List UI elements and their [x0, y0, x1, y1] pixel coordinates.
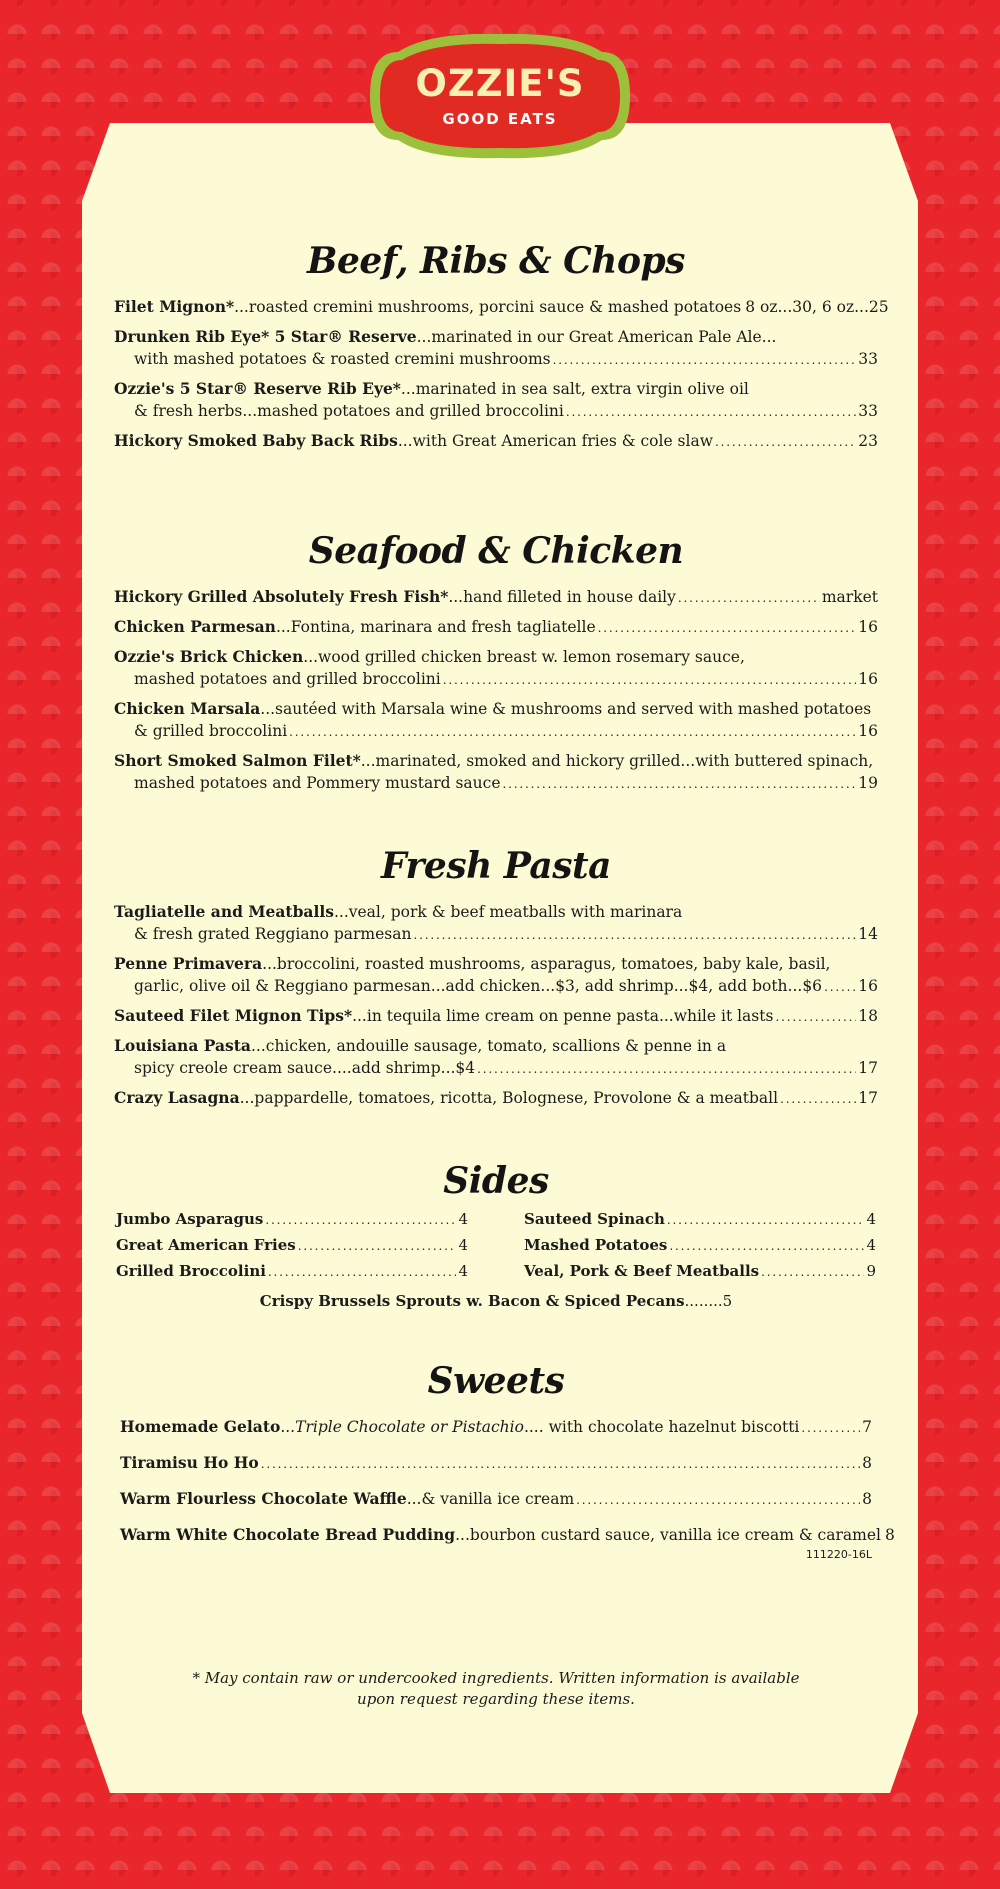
side-price: 5 [722, 1292, 733, 1310]
item-desc-2: & fresh herbs...mashed potatoes and grilled broccolini [134, 402, 564, 420]
item-desc: ...sautéed with Marsala wine & mushrooms and served with mashed potatoes [260, 700, 872, 718]
item-name: Homemade Gelato [120, 1417, 281, 1436]
item-desc-2: garlic, olive oil & Reggiano parmesan...add chicken...$3, add shrimp...$4, add both...$6 [134, 977, 823, 995]
menu-item [114, 616, 878, 639]
section-sweets [114, 1360, 895, 1561]
item-name: Ozzie's Brick Chicken [114, 647, 304, 666]
menu-item [114, 1524, 895, 1547]
logo-tagline: GOOD EATS [442, 110, 558, 128]
item-name: Chicken Parmesan [114, 617, 276, 636]
item-desc: ...marinated in our Great American Pale Ale... [416, 328, 777, 346]
item-price: 33 [858, 350, 878, 368]
side-name: Crispy Brussels Sprouts w. Bacon & Spiced Pecans [259, 1292, 685, 1310]
item-desc-2: spicy creole cream sauce....add shrimp...$4 [134, 1059, 476, 1077]
item-desc: ...marinated, smoked and hickory grilled...with buttered spinach, [360, 752, 874, 770]
item-desc-2: & grilled broccolini [134, 722, 288, 740]
menu-item [114, 1035, 878, 1080]
section-title-seafood: Seafood & Chicken [308, 530, 684, 572]
item-desc: ...bourbon custard sauce, vanilla ice cream & caramel [455, 1526, 881, 1544]
menu-item [114, 698, 878, 743]
item-desc: ...marinated in sea salt, extra virgin olive oil [400, 380, 749, 398]
side-name: Great American Fries [116, 1236, 296, 1254]
menu-item [114, 750, 878, 795]
item-desc: ...pappardelle, tomatoes, ricotta, Bolognese, Provolone & a meatball [239, 1089, 779, 1107]
side-item [524, 1260, 876, 1283]
footnote [114, 1668, 878, 1710]
item-desc-2: mashed potatoes and Pommery mustard sauce [134, 774, 501, 792]
item-desc: ...hand filleted in house daily [448, 588, 676, 606]
item-name: Louisiana Pasta [114, 1036, 251, 1055]
side-name: Grilled Broccolini [116, 1262, 266, 1280]
menu-item [114, 326, 878, 371]
item-name: Short Smoked Salmon Filet* [114, 751, 361, 770]
section-title-pasta: Fresh Pasta [381, 845, 611, 887]
item-price: 33 [858, 402, 878, 420]
menu-item [114, 296, 889, 319]
menu-item [114, 1087, 878, 1110]
ozzies-logo [368, 30, 632, 162]
side-name: Sauteed Spinach [524, 1210, 665, 1228]
menu-item [114, 1488, 878, 1511]
sides-right-column [524, 1208, 876, 1286]
logo-name: OZZIE'S [415, 62, 585, 105]
item-desc: ...veal, pork & beef meatballs with marinara [333, 903, 683, 921]
side-item [116, 1208, 468, 1231]
item-desc-2: with mashed potatoes & roasted cremini mushrooms [134, 350, 551, 368]
item-name: Drunken Rib Eye* 5 Star® Reserve [114, 327, 417, 346]
item-desc: ...roasted cremini mushrooms, porcini sauce & mashed potatoes [234, 298, 742, 316]
side-price: 4 [866, 1210, 876, 1228]
item-price: 8 [884, 1526, 895, 1544]
item-name: Ozzie's 5 Star® Reserve Rib Eye* [114, 379, 401, 398]
item-price: 16 [858, 618, 878, 636]
item-desc: ...chicken, andouille sausage, tomato, scallions & penne in a [250, 1037, 727, 1055]
side-name: Mashed Potatoes [524, 1236, 668, 1254]
item-desc-2: mashed potatoes and grilled broccolini [134, 670, 441, 688]
item-desc: .... with chocolate hazelnut biscotti [523, 1418, 800, 1436]
side-item [524, 1234, 876, 1257]
item-price: 18 [858, 1007, 878, 1025]
item-desc-italic: ...Triple Chocolate or Pistachio [280, 1418, 524, 1436]
menu-item [114, 646, 878, 691]
item-name: Warm White Chocolate Bread Pudding [120, 1525, 456, 1544]
item-desc: ...broccolini, roasted mushrooms, asparagus, tomatoes, baby kale, basil, [262, 955, 831, 973]
section-title-sides: Sides [443, 1160, 549, 1202]
side-price: 4 [458, 1262, 468, 1280]
side-name: Veal, Pork & Beef Meatballs [524, 1262, 760, 1280]
item-name: Crazy Lasagna [114, 1088, 240, 1107]
side-item-featured [114, 1292, 878, 1310]
menu-item [114, 901, 878, 946]
item-name: Hickory Grilled Absolutely Fresh Fish* [114, 587, 449, 606]
item-price: 16 [858, 977, 878, 995]
item-desc: ...Fontina, marinara and fresh tagliatelle [275, 618, 596, 636]
item-name: Warm Flourless Chocolate Waffle [120, 1489, 407, 1508]
menu-item [114, 1416, 878, 1439]
menu-content [114, 240, 895, 1561]
section-seafood [114, 530, 878, 802]
side-price: 9 [866, 1262, 876, 1280]
side-item [116, 1234, 468, 1257]
menu-code: 111220-16L [805, 1548, 872, 1561]
section-pasta [114, 845, 878, 1117]
item-name: Filet Mignon* [114, 297, 235, 316]
item-price: 14 [858, 925, 878, 943]
side-price: 4 [458, 1210, 468, 1228]
item-price: 19 [858, 774, 878, 792]
side-price: 4 [458, 1236, 468, 1254]
item-desc-2: & fresh grated Reggiano parmesan [134, 925, 412, 943]
item-price: 7 [862, 1418, 872, 1436]
item-price: 17 [858, 1089, 878, 1107]
item-name: Tiramisu Ho Ho [120, 1453, 259, 1472]
item-price: 16 [858, 722, 878, 740]
menu-item [114, 1452, 878, 1475]
item-desc: ...with Great American fries & cole slaw [397, 432, 713, 450]
side-name: Jumbo Asparagus [116, 1210, 264, 1228]
item-price: 8 [862, 1490, 872, 1508]
footnote-line-1: * May contain raw or undercooked ingredients. Written information is available [192, 1669, 800, 1687]
item-price: 16 [858, 670, 878, 688]
section-beef [114, 240, 889, 453]
section-title-sweets: Sweets [427, 1360, 565, 1402]
item-price: market [821, 588, 878, 606]
item-name: Tagliatelle and Meatballs [114, 902, 334, 921]
item-price: 23 [858, 432, 878, 450]
footnote-line-2: upon request regarding these items. [357, 1690, 635, 1708]
item-desc: ...in tequila lime cream on penne pasta...while it lasts [352, 1007, 774, 1025]
menu-item [114, 586, 878, 609]
item-price: 8 [862, 1454, 872, 1472]
item-price: 8 oz...30, 6 oz...25 [745, 298, 889, 316]
menu-item [114, 953, 878, 998]
item-desc: ...& vanilla ice cream [406, 1490, 575, 1508]
section-title-beef: Beef, Ribs & Chops [307, 240, 685, 282]
side-price: 4 [866, 1236, 876, 1254]
side-item [116, 1260, 468, 1283]
side-item [524, 1208, 876, 1231]
side-separator: ........ [684, 1292, 723, 1310]
menu-item [114, 378, 878, 423]
item-name: Penne Primavera [114, 954, 263, 973]
item-name: Sauteed Filet Mignon Tips* [114, 1006, 353, 1025]
item-name: Hickory Smoked Baby Back Ribs [114, 431, 398, 450]
menu-item [114, 430, 878, 453]
item-price: 17 [858, 1059, 878, 1077]
section-sides [114, 1160, 878, 1310]
sides-left-column [116, 1208, 468, 1286]
item-name: Chicken Marsala [114, 699, 261, 718]
menu-item [114, 1005, 878, 1028]
item-desc: ...wood grilled chicken breast w. lemon rosemary sauce, [303, 648, 745, 666]
